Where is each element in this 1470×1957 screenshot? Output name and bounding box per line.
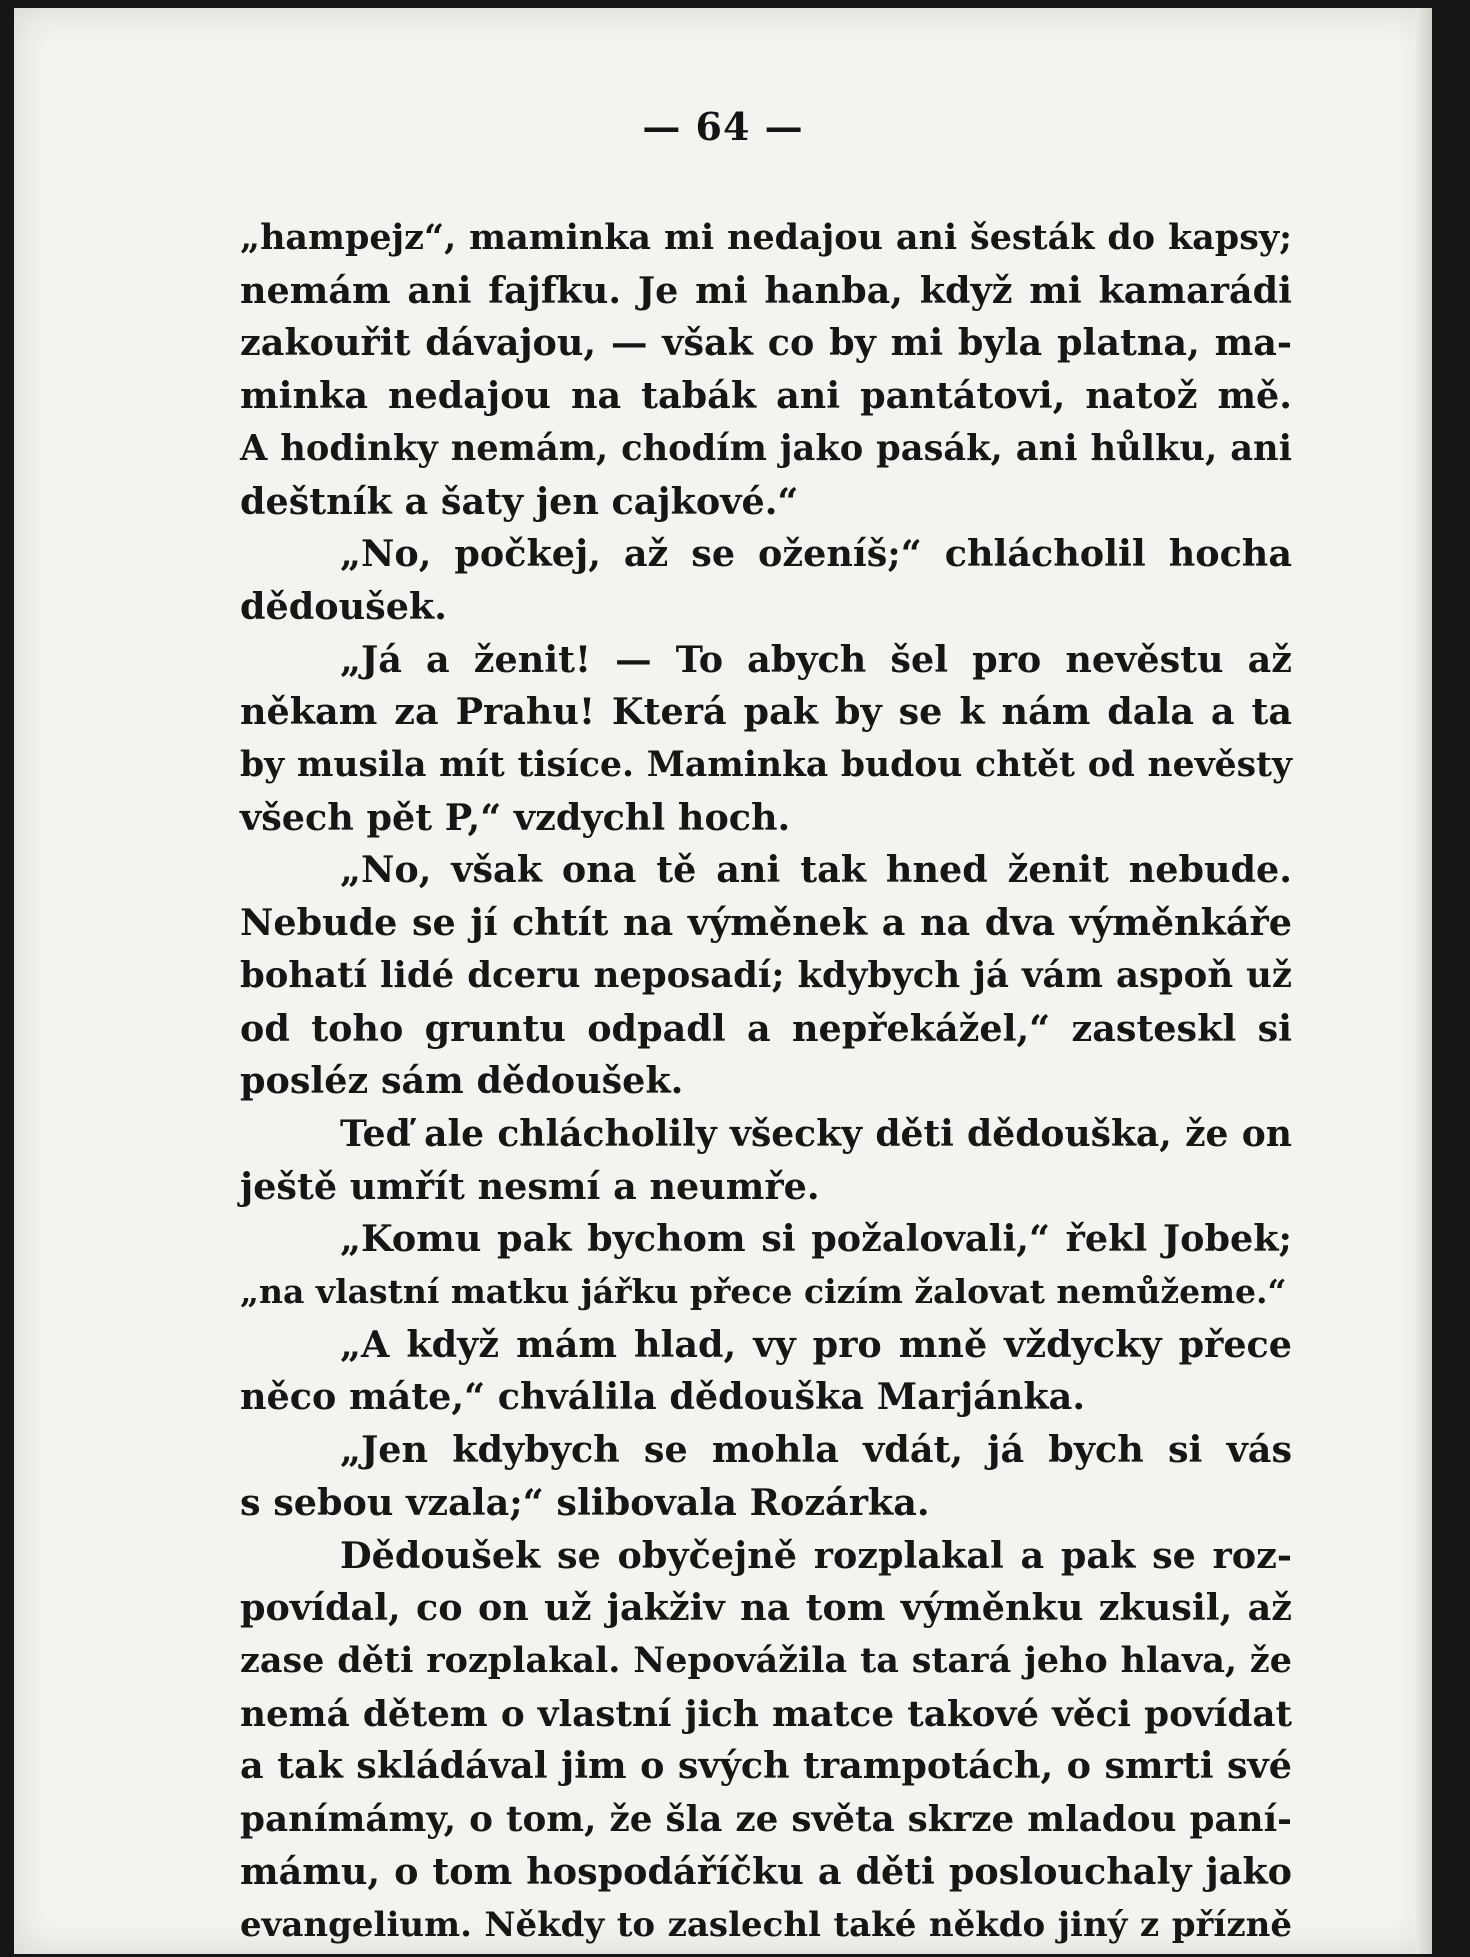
page-number: — 64 — bbox=[642, 104, 804, 149]
text-line: posléz sám dědoušek. bbox=[240, 1059, 684, 1103]
text-line: „Jen kdybych se mohla vdát, já bych si vás bbox=[340, 1428, 1292, 1472]
text-line: něco máte,“ chválila dědouška Marjánka. bbox=[240, 1375, 1086, 1419]
text-line: někam za Prahu! Která pak by se k nám dala a ta bbox=[240, 690, 1292, 734]
text-line: všech pět P,“ vzdychl hoch. bbox=[240, 795, 791, 839]
text-line: Teď ale chlácholily všecky děti dědouška, že on bbox=[340, 1111, 1292, 1155]
text-line: by musila mít tisíce. Maminka budou chtět od nevěsty bbox=[240, 745, 1292, 786]
text-line: „Já a ženit! — To abych šel pro nevěstu až bbox=[340, 637, 1292, 681]
text-line: „na vlastní matku jářku přece cizím žalovat nemůžeme.“ bbox=[240, 1272, 1287, 1312]
text-line: dědoušek. bbox=[240, 584, 447, 628]
book-page bbox=[14, 8, 1432, 1954]
text-line: zase děti rozplakal. Nepovážila ta stará jeho hlava, že bbox=[240, 1639, 1292, 1681]
text-line: a tak skládával jim o svých trampotách, o smrti své bbox=[240, 1744, 1292, 1788]
text-line: „hampejz“, maminka mi nedajou ani šesták do kapsy; bbox=[240, 217, 1292, 258]
text-line: nemá dětem o vlastní jich matce takové věci povídat bbox=[240, 1692, 1292, 1735]
text-line: ještě umřít nesmí a neumře. bbox=[240, 1164, 820, 1208]
text-line: „Komu pak bychom si požalovali,“ řekl Jobek; bbox=[340, 1217, 1292, 1261]
body-text bbox=[240, 212, 1292, 1951]
text-line: nemám ani fajfku. Je mi hanba, když mi kamarádi bbox=[240, 268, 1292, 312]
text-line: s sebou vzala;“ slibovala Rozárka. bbox=[240, 1480, 930, 1524]
text-line: Nebude se jí chtít na výměnek a na dva výměnkáře bbox=[240, 901, 1292, 945]
text-line: mámu, o tom hospodáříčku a děti poslouchaly jako bbox=[240, 1849, 1292, 1893]
page-edge-shadow bbox=[1416, 8, 1432, 1954]
text-line: minka nedajou na tabák ani pantátovi, natož mě. bbox=[240, 374, 1292, 418]
text-line: Dědoušek se obyčejně rozplakal a pak se roz- bbox=[340, 1533, 1292, 1577]
text-line: povídal, co on už jakživ na tom výměnku zkusil, až bbox=[240, 1586, 1292, 1630]
text-line: deštník a šaty jen cajkové.“ bbox=[240, 479, 799, 523]
text-line: „No, však ona tě ani tak hned ženit nebude. bbox=[340, 848, 1292, 892]
text-line: „No, počkej, až se oženíš;“ chlácholil hocha bbox=[340, 532, 1292, 576]
text-line: evangelium. Někdy to zaslechl také někdo jiný z přízně bbox=[240, 1904, 1292, 1945]
text-line: „A když mám hlad, vy pro mně vždycky přece bbox=[340, 1322, 1292, 1366]
text-line: bohatí lidé dceru neposadí; kdybych já vám aspoň už bbox=[240, 954, 1292, 996]
text-line: panímámy, o tom, že šla ze světa skrze mladou paní- bbox=[240, 1798, 1292, 1841]
text-line: zakouřit dávajou, — však co by mi byla platna, ma- bbox=[240, 321, 1292, 365]
text-line: od toho gruntu odpadl a nepřekážel,“ zasteskl si bbox=[240, 1006, 1292, 1050]
text-line: A hodinky nemám, chodím jako pasák, ani hůlku, ani bbox=[240, 427, 1292, 469]
